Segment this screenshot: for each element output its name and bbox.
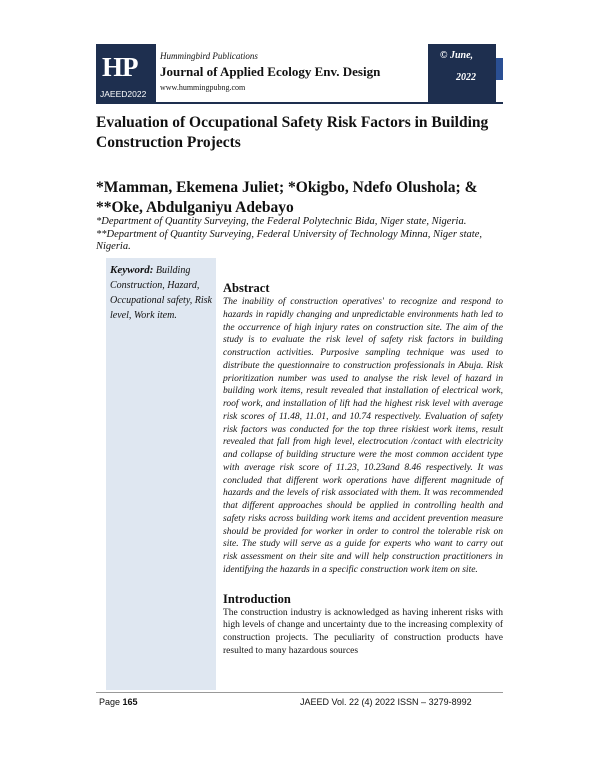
journal-website: www.hummingpubng.com <box>160 83 246 92</box>
page-number: 165 <box>122 697 138 707</box>
paper-title: Evaluation of Occupational Safety Risk Factors in Building Construction Projects <box>96 114 489 151</box>
keywords <box>110 263 214 323</box>
journal-header <box>156 44 428 102</box>
keywords-label: Keyword: <box>110 264 154 276</box>
main-column <box>223 280 503 658</box>
abstract-heading: Abstract <box>223 281 270 295</box>
abstract-text: The inability of construction operatives' to recognize and respond to hazards in rapidly changing and unpredictable environments hath led to the occurrence of high injury rates on construction site. The aim of the study is to evaluate the risk level of safety risk factors in building construction activities. Purposive sampling technique was used to distribute the questionnaire to construction professionals in Abuja. Risk prioritization number was used to analyse the risk level of hazard in building work items, result revealed that installation of electrical work, roof work, and installation of lift had the highest risk level with average risk scores of 11.48, 11.01, and 10.74 respectively. Evaluation of safety risk factors was conducted for the top three riskiest work items, result revealed that fall from high level, electrocution /contact with electricity and collapse of building structure were the most common accident type with average risk score of 11.23, 10.23and 8.46 respectively. It was concluded that different work operations have different magnitude of hazards and the levels of risk associated with them. It was recommended that different approaches should be applied in controlling health and safety risks across building work items and accident prevention measure should be provided for worker in order to control the tolerable risk on site. The study will serve as a guide for experts who want to carry out risk assessment on their site and will help construction practitioners in identifying the hazards in a specific construction work item on site. <box>223 297 503 575</box>
page-footer-citation: JAEED Vol. 22 (4) 2022 ISSN – 3279-8992 <box>300 697 472 707</box>
logo-text: HP <box>102 52 138 82</box>
introduction-text: The construction industry is acknowledged as having inherent risks with high levels of change and uncertainty due to the increasing complexity of construction projects. The peculiarity of construction products have resulted to many hazardous sources <box>223 607 503 656</box>
issue-date-month: © June, <box>440 50 474 61</box>
journal-logo <box>96 44 156 102</box>
keywords-text: Building Construction, Hazard, Occupational safety, Risk level, Work item. <box>110 265 212 321</box>
page-footer-number <box>99 697 138 707</box>
logo-tag: JAEED2022 <box>100 89 147 99</box>
introduction-heading: Introduction <box>223 591 291 606</box>
page-label: Page <box>99 697 121 707</box>
issue-date-year: 2022 <box>456 72 476 83</box>
header-rule <box>96 102 503 104</box>
author-affiliations: *Department of Quantity Surveying, the Federal Polytechnic Bida, Niger state, Nigeria. **Department of Quantity Surveying, Federal University of Technology Minna, Niger state, Nigeria. <box>96 216 483 253</box>
issue-date-box <box>428 44 496 102</box>
header-accent-strip <box>496 58 503 80</box>
paper-authors: *Mamman, Ekemena Juliet; *Okigbo, Ndefo Olushola; & **Oke, Abdulganiyu Adebayo <box>96 179 478 216</box>
journal-title: Journal of Applied Ecology Env. Design <box>160 64 381 79</box>
publisher-name: Hummingbird Publications <box>160 51 258 61</box>
footer-rule <box>96 692 503 693</box>
